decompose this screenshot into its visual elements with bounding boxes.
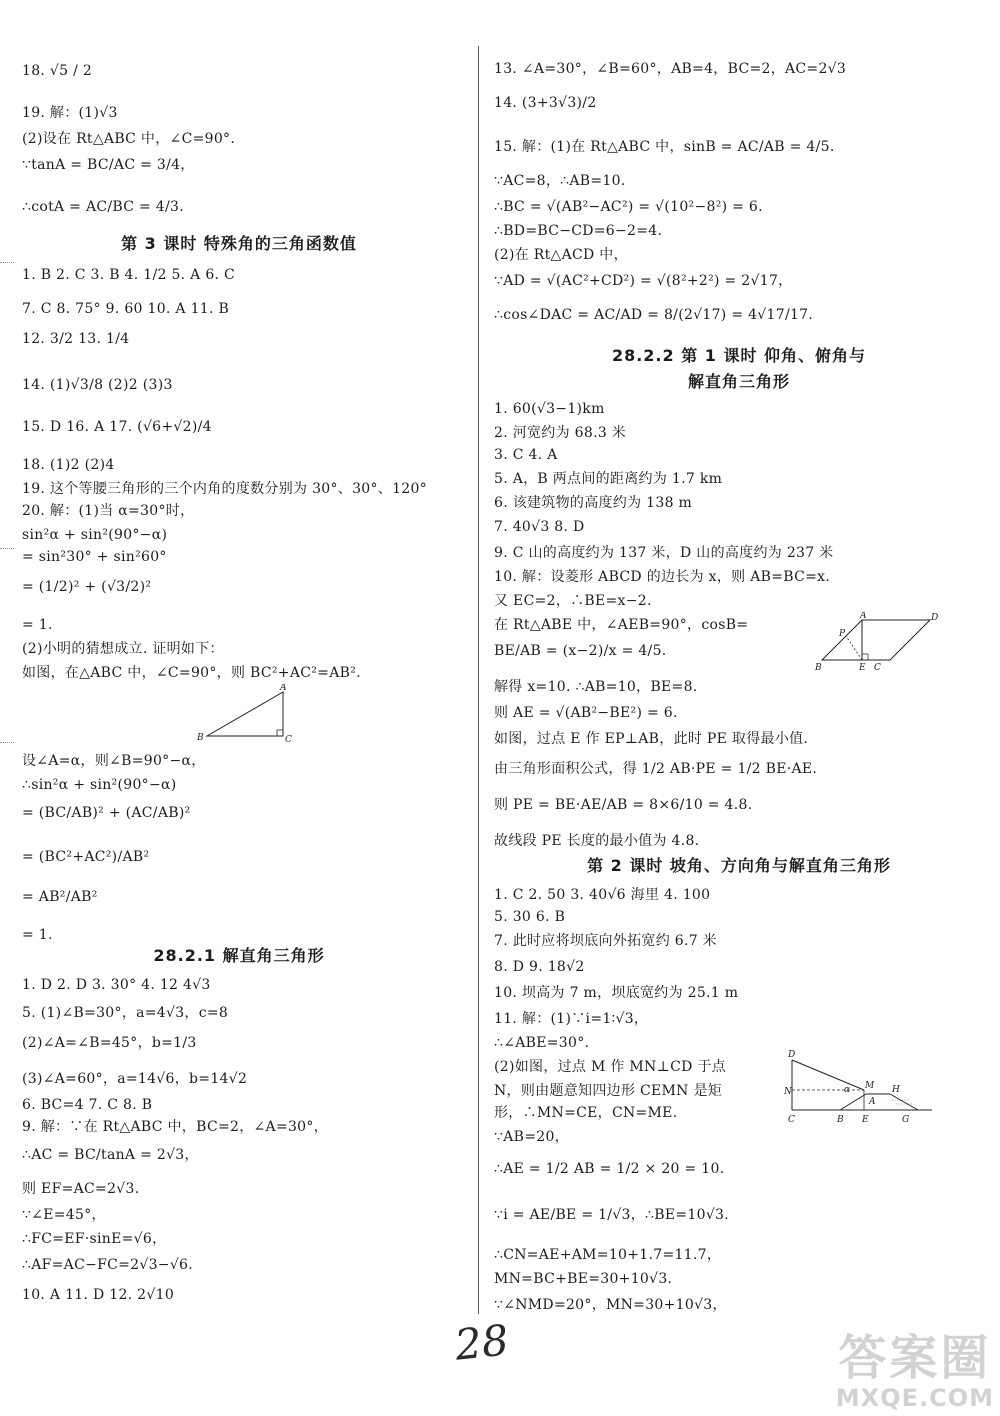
answer-line: ∵i = AE/BE = 1/√3，∴BE=10√3. <box>494 1207 729 1223</box>
answer-line: 14. (1)√3/8 (2)2 (3)3 <box>22 377 173 393</box>
answer-line: ∴cos∠DAC = AC/AD = 8/(2√17) = 4√17/17. <box>494 307 814 323</box>
label-B: B <box>815 663 822 673</box>
answer-line: 10. A 11. D 12. 2√10 <box>22 1287 175 1303</box>
answer-line: 8. D 9. 18√2 <box>494 959 585 975</box>
answer-line: 5. (1)∠B=30°，a=4√3，c=8 <box>22 1005 229 1021</box>
answer-line: ∴AE = 1/2 AB = 1/2 × 20 = 10. <box>494 1161 725 1177</box>
answer-line: = 1. <box>22 617 53 633</box>
answer-line: = (BC²+AC²)/AB² <box>22 849 150 865</box>
answer-line: 2. 河宽约为 68.3 米 <box>494 425 627 441</box>
label-D: D <box>788 1050 796 1060</box>
answer-line: = 1. <box>22 927 53 943</box>
section-heading: 解直角三角形 <box>687 372 790 391</box>
answer-line: BE/AB = (x−2)/x = 4/5. <box>494 643 667 659</box>
label-P: P <box>839 629 846 639</box>
section-heading: 28.2.1 解直角三角形 <box>153 946 325 965</box>
answer-line: ∴BD=BC−CD=6−2=4. <box>494 223 663 239</box>
label-G: G <box>902 1115 910 1125</box>
answer-line: 3. C 4. A <box>494 447 558 463</box>
answer-line: 10. 坝高为 7 m，坝底宽约为 25.1 m <box>494 985 739 1001</box>
answer-line: 如图，在△ABC 中，∠C=90°，则 BC²+AC²=AB². <box>22 665 361 681</box>
answer-line: ∴∠ABE=30°. <box>494 1035 590 1051</box>
answer-line: ∵AD = √(AC²+CD²) = √(8²+2²) = 2√17， <box>494 273 793 289</box>
answer-line: 则 AE = √(AB²−BE²) = 6. <box>494 705 678 721</box>
answer-line: 7. C 8. 75° 9. 60 10. A 11. B <box>22 301 230 317</box>
answer-line: 19. 这个等腰三角形的三个内角的度数分别为 30°、30°、120° <box>22 481 428 497</box>
label-D: D <box>931 613 939 623</box>
answer-line: 1. C 2. 50 3. 40√6 海里 4. 100 <box>494 887 711 903</box>
answer-line: MN=BC+BE=30+10√3. <box>494 1271 673 1287</box>
label-C: C <box>285 735 292 745</box>
answer-line: 11. 解：(1)∵i=1∶√3， <box>494 1011 649 1027</box>
label-C: C <box>788 1115 795 1125</box>
answer-line: 9. 解：∵在 Rt△ABC 中，BC=2，∠A=30°， <box>22 1119 328 1135</box>
answer-line: 设∠A=α，则∠B=90°−α， <box>22 753 206 769</box>
answer-line: 6. 该建筑物的高度约为 138 m <box>494 495 693 511</box>
answer-line: 1. D 2. D 3. 30° 4. 12 4√3 <box>22 977 211 993</box>
answer-line: ∵tanA = BC/AC = 3/4， <box>22 157 195 173</box>
page-number: 28 <box>452 1315 511 1370</box>
watermark-main: 答案圈 <box>838 1330 992 1386</box>
answer-line: 5. 30 6. B <box>494 909 566 925</box>
answer-line: (2)小明的猜想成立. 证明如下： <box>22 641 224 657</box>
answer-line: N，则由题意知四边形 CEMN 是矩 <box>494 1083 723 1099</box>
answer-line: = AB²/AB² <box>22 889 98 905</box>
answer-line: ∴CN=AE+AM=10+1.7=11.7， <box>494 1247 722 1263</box>
label-C: C <box>874 663 881 673</box>
answer-line: ∵AC=8，∴AB=10. <box>494 173 626 189</box>
watermark-url: MXQE.COM <box>835 1384 994 1412</box>
answer-line: ∴FC=EF·sinE=√6， <box>22 1231 167 1247</box>
answer-line: (3)∠A=60°，a=14√6，b=14√2 <box>22 1071 248 1087</box>
label-B: B <box>197 733 204 743</box>
answer-line: ∴cotA = AC/BC = 4/3. <box>22 199 184 215</box>
answer-line: ∵∠NMD=20°，MN=30+10√3， <box>494 1297 727 1313</box>
answer-line: (2)在 Rt△ACD 中， <box>494 247 628 263</box>
label-B: B <box>837 1115 844 1125</box>
answer-line: 解得 x=10. ∴AB=10，BE=8. <box>494 679 698 695</box>
answer-line: 形，∴MN=CE，CN=ME. <box>494 1105 678 1121</box>
label-alpha: α <box>844 1085 851 1095</box>
page-edge-mark <box>0 262 14 263</box>
answer-line: ∵∠E=45°， <box>22 1207 106 1223</box>
answer-line: ∴AC = BC/tanA = 2√3， <box>22 1147 199 1163</box>
answer-line: 则 EF=AC=2√3. <box>22 1181 140 1197</box>
answer-line: 6. BC=4 7. C 8. B <box>22 1097 153 1113</box>
answer-line: 7. 此时应将坝底向外拓宽约 6.7 米 <box>494 933 717 949</box>
figure-dam-slope <box>782 1048 938 1128</box>
answer-line: 如图，过点 E 作 EP⊥AB，此时 PE 取得最小值. <box>494 731 809 747</box>
label-N: N <box>784 1087 792 1097</box>
answer-line: 故线段 PE 长度的最小值为 4.8. <box>494 833 700 849</box>
answer-line: 7. 40√3 8. D <box>494 519 585 535</box>
answer-line: 在 Rt△ABE 中，∠AEB=90°，cosB= <box>494 617 749 633</box>
answer-line: ∴BC = √(AB²−AC²) = √(10²−8²) = 6. <box>494 199 763 215</box>
answer-line: (2)如图，过点 M 作 MN⊥CD 于点 <box>494 1059 726 1075</box>
answer-line: = (BC/AB)² + (AC/AB)² <box>22 805 191 821</box>
page-edge-mark <box>0 548 14 549</box>
answer-line: 15. D 16. A 17. (√6+√2)/4 <box>22 419 212 435</box>
label-M: M <box>865 1081 875 1091</box>
label-A: A <box>869 1097 876 1107</box>
answer-line: (2)设在 Rt△ABC 中，∠C=90°. <box>22 131 236 147</box>
label-E: E <box>859 663 866 673</box>
label-H: H <box>892 1085 900 1095</box>
answer-line: 由三角形面积公式，得 1/2 AB·PE = 1/2 BE·AE. <box>494 761 818 777</box>
section-heading: 第 2 课时 坡角、方向角与解直角三角形 <box>587 856 891 875</box>
label-A: A <box>280 684 287 693</box>
answer-line: 12. 3/2 13. 1/4 <box>22 331 130 347</box>
answer-line: 18. √5 / 2 <box>22 63 93 79</box>
answer-line: ∴AF=AC−FC=2√3−√6. <box>22 1257 194 1273</box>
label-E: E <box>862 1115 869 1125</box>
answer-line: 20. 解：(1)当 α=30°时， <box>22 503 195 519</box>
answer-line: 9. C 山的高度约为 137 米，D 山的高度约为 237 米 <box>494 545 834 561</box>
answer-line: 5. A，B 两点间的距离约为 1.7 km <box>494 471 723 487</box>
figure-right-triangle <box>195 684 305 746</box>
answer-line: 14. (3+3√3)/2 <box>494 95 597 111</box>
section-heading: 第 3 课时 特殊角的三角函数值 <box>121 234 357 253</box>
answer-line: 10. 解：设菱形 ABCD 的边长为 x，则 AB=BC=x. <box>494 569 831 585</box>
answer-line: = sin²30° + sin²60° <box>22 549 167 565</box>
answer-line: 18. (1)2 (2)4 <box>22 457 115 473</box>
watermark <box>836 1332 994 1412</box>
answer-line: 1. 60(√3−1)km <box>494 401 605 417</box>
section-heading: 28.2.2 第 1 课时 仰角、俯角与 <box>611 346 867 365</box>
answer-line: 1. B 2. C 3. B 4. 1/2 5. A 6. C <box>22 267 236 283</box>
answer-line: sin²α + sin²(90°−α) <box>22 527 168 543</box>
answer-line: 则 PE = BE·AE/AB = 8×6/10 = 4.8. <box>494 797 753 813</box>
answer-line: 又 EC=2，∴BE=x−2. <box>494 593 652 609</box>
figure-rhombus <box>812 612 940 676</box>
answer-line: = (1/2)² + (√3/2)² <box>22 579 152 595</box>
answer-line: 13. ∠A=30°，∠B=60°，AB=4，BC=2，AC=2√3 <box>494 61 847 77</box>
right-column <box>478 0 1000 1416</box>
column-divider <box>478 46 479 1314</box>
answer-line: 19. 解：(1)√3 <box>22 105 118 121</box>
label-A: A <box>860 612 867 621</box>
answer-line: ∴sin²α + sin²(90°−α) <box>22 777 177 793</box>
answer-line: (2)∠A=∠B=45°，b=1/3 <box>22 1035 197 1051</box>
answer-line: 15. 解：(1)在 Rt△ABC 中，sinB = AC/AB = 4/5. <box>494 139 835 155</box>
page-edge-mark <box>0 742 14 743</box>
answer-line: ∵AB=20， <box>494 1129 569 1145</box>
